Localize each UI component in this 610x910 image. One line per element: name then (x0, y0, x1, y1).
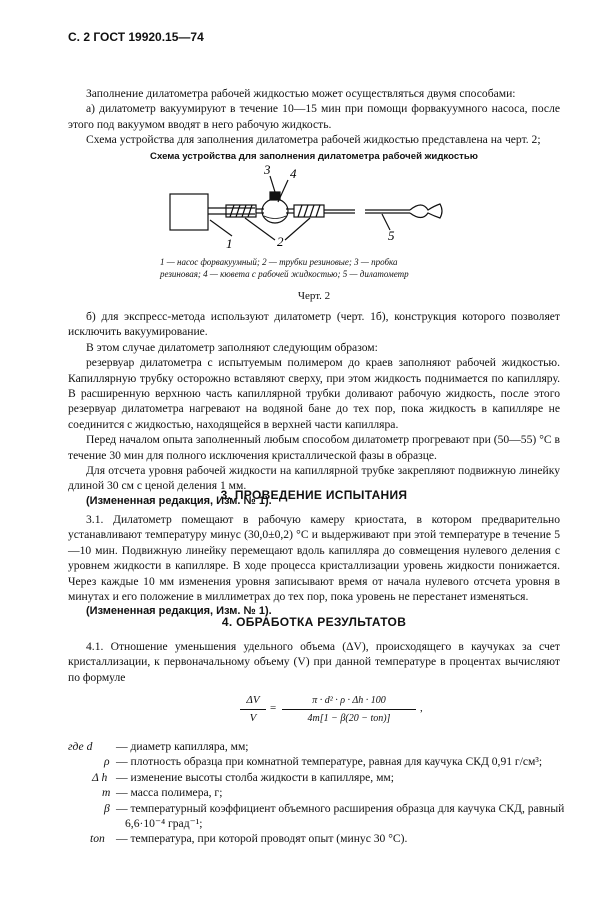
figure-legend-line-1: 1 — насос форвакуумный; 2 — трубки резиновые; 3 — пробка (160, 257, 398, 267)
section-3-paragraph-1: 3.1. Дилатометр помещают в рабочую камеру криостата, в котором предварительно устанавливают температуру минус (30,0±0,2) °С и выдерживают при этой температуре в течение 5—10 мин. Подвижную линейку перемещают вдоль капилляра до совмещения нулевого деления с уровнем жидкости в капилляре. В ходе процесса кристаллизации уровень жидкости понижается. Через каждые 10 мм изменения уровня записывают время от начала нулевого отсчета уровня в минутах и его положение в миллиметрах до тех пор, пока уровень не перестанет изменяться. (68, 513, 560, 604)
formula-comma: , (420, 702, 423, 714)
variable-symbol: ρ (104, 755, 110, 769)
pump-shape (170, 194, 208, 230)
variable-text: — диаметр капилляра, мм; (116, 740, 249, 753)
variable-text: — температура, при которой проводят опыт (минус 30 °С). (116, 832, 408, 846)
figure-label-1: 1 (226, 236, 233, 251)
formula-rhs (282, 693, 416, 727)
figure-label-3: 3 (264, 162, 271, 177)
part-b-paragraph-2: В этом случае дилатометр заполняют следующим образом: (86, 340, 378, 354)
variable-row (68, 801, 568, 816)
variable-row (68, 816, 568, 831)
part-b-text (68, 309, 560, 509)
part-b-paragraph-5: Для отсчета уровня рабочей жидкости на капиллярной трубке закрепляют подвижную линейку длиной 30 см с ценой деления 1 мм. (68, 464, 560, 493)
formula-lhs-denominator: V (249, 712, 257, 725)
section-3-amendment: (Измененная редакция, Изм. № 1). (86, 605, 272, 618)
variable-definitions (68, 739, 568, 847)
formula-lhs (240, 693, 266, 727)
variable-symbol: m (102, 786, 111, 800)
variable-text: — плотность образца при комнатной температуре, равная для каучука СКД 0,91 г/см³; (116, 755, 543, 769)
variable-row (68, 785, 568, 800)
part-b-amendment: (Измененная редакция, Изм. № 1). (86, 494, 272, 507)
stopper-shape (270, 192, 280, 200)
section-4-text (68, 639, 560, 685)
figure-label-5: 5 (388, 228, 395, 243)
variable-symbol: β (104, 801, 110, 815)
formula (240, 693, 440, 731)
variable-text: — масса полимера, г; (116, 786, 223, 800)
cuvette-shape (262, 199, 288, 223)
section-4-title: 4. ОБРАБОТКА РЕЗУЛЬТАТОВ (221, 615, 407, 629)
variable-symbol: где d (68, 740, 93, 753)
part-b-paragraph-3: резервуар дилатометра с испытуемым полимером до краев заполняют рабочей жидкостью. Капиллярную трубку осторожно вставляют сверху, при этом жидкость поднимается по капилляру. В расширенную верхнюю часть капиллярной трубки доливают рабочую жидкость, после этого резервуар дилатометра нагревают на водяной бане до тех пор, пока жидкость в капилляре не соединится с жидкостью, находящейся в верхней части капилляра. (68, 356, 560, 431)
variable-row (68, 831, 568, 846)
variable-row (68, 754, 568, 769)
formula-rhs-numerator: π · d² · ρ · Δh · 100 (282, 693, 416, 710)
formula-lhs-numerator: ΔV (240, 693, 266, 710)
apparatus-diagram (160, 160, 460, 255)
variable-text: — температурный коэффициент объемного расширения образца для каучука СКД, равный (116, 801, 565, 815)
figure-label-4: 4 (290, 166, 297, 181)
intro-paragraph-2: а) дилатометр вакуумируют в течение 10—15 мин при помощи форвакуумного насоса, после этого под вакуумом вводят в него рабочую жидкость. (68, 102, 560, 131)
variable-row (68, 739, 568, 754)
page-header: С. 2 ГОСТ 19920.15—74 (68, 30, 204, 44)
dilatometer-shape (410, 204, 442, 218)
variable-text: — изменение высоты столба жидкости в капилляре, мм; (116, 770, 394, 784)
variable-row (68, 770, 568, 785)
variable-text: 6,6·10⁻⁴ град⁻¹; (125, 816, 203, 830)
part-b-paragraph-4: Перед началом опыта заполненный любым способом дилатометр прогревают при (50—55) °С в течение 30 мин для полного исключения кристаллической фазы в образце. (68, 433, 560, 462)
section-4-paragraph-1: 4.1. Отношение уменьшения удельного объема (ΔV), происходящего в каучуках за счет кристаллизации, к первоначальному объему (V) при данной температуре в процентах вычисляют по формуле (68, 640, 560, 684)
figure-legend (160, 256, 460, 280)
figure-label-2: 2 (277, 234, 284, 249)
formula-equals: = (270, 702, 277, 714)
intro-paragraph-1: Заполнение дилатометра рабочей жидкостью может осуществляться двумя способами: (86, 87, 516, 100)
intro-text (68, 86, 560, 148)
figure-caption: Схема устройства для заполнения дилатометра рабочей жидкостью (150, 151, 478, 162)
figure-number: Черт. 2 (297, 290, 331, 302)
part-b-paragraph-1: б) для экспресс-метода используют дилатометр (черт. 1б), конструкция которого позволяет исключить вакуумирование. (68, 310, 560, 339)
section-3-text (68, 512, 560, 620)
formula-rhs-denominator: 4m[1 − β(20 − tоп)] (307, 713, 391, 725)
figure-legend-line-2: резиновая; 4 — кювета с рабочей жидкостью; 5 — дилатометр (160, 269, 409, 279)
variable-symbol: Δ h (92, 770, 108, 784)
variable-symbol: tоп (90, 832, 105, 846)
section-3-title: 3. ПРОВЕДЕНИЕ ИСПЫТАНИЯ (220, 488, 408, 502)
intro-paragraph-3: Схема устройства для заполнения дилатометра рабочей жидкостью представлена на черт. 2; (86, 133, 541, 147)
